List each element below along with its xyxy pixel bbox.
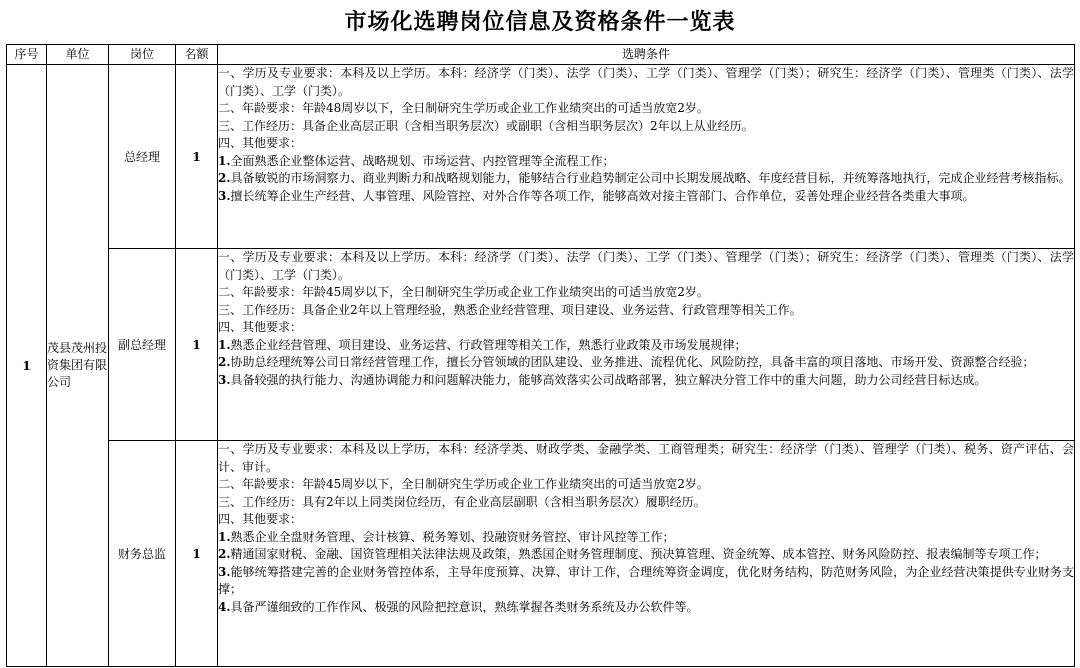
condition-text: 四、其他要求： bbox=[218, 136, 303, 150]
conditions-cell bbox=[218, 441, 1075, 667]
condition-number: 3. bbox=[218, 372, 231, 387]
condition-text: 具备严谨细致的工作作风、极强的风险把控意识，熟练掌握各类财务系统及办公软件等。 bbox=[230, 599, 699, 614]
condition-text: 精通国家财税、金融、国资管理相关法律法规及政策，熟悉国企财务管理制度、预决算管理、资金统筹、成本管控、财务风险防控、报表编制等专项工作； bbox=[230, 547, 1047, 561]
condition-line bbox=[218, 511, 1074, 529]
unit-cell: 茂县茂州投资集团有限公司 bbox=[47, 65, 109, 667]
condition-line bbox=[218, 372, 1074, 390]
condition-number: 2. bbox=[218, 171, 231, 185]
quota-cell: 1 bbox=[176, 65, 218, 249]
condition-text: 熟悉企业经营管理、项目建设、业务运营、行政管理等相关工作，熟悉行业政策及市场发展规律； bbox=[230, 337, 747, 352]
condition-line bbox=[218, 476, 1074, 494]
condition-line bbox=[218, 529, 1074, 547]
condition-text: 一、学历及专业要求：本科及以上学历。本科：经济学（门类）、法学（门类）、工学（门类）、管理学（门类）；研究生：经济学（门类）、管理类（门类）、法学（门类）、工学（门类）。 bbox=[218, 66, 1074, 98]
condition-number: 2. bbox=[218, 355, 231, 369]
condition-text: 三、工作经历：具备企业2年以上管理经验，熟悉企业经营管理、项目建设、业务运营、行政管理等相关工作。 bbox=[218, 302, 802, 317]
condition-text: 熟悉企业全盘财务管理、会计核算、税务筹划、投融资财务管控、审计风控等工作； bbox=[230, 529, 675, 544]
seq-cell: 1 bbox=[7, 65, 47, 667]
condition-text: 一、学历及专业要求：本科及以上学历。本科：经济学（门类）、法学（门类）、工学（门类）、管理学（门类）；研究生：经济学（门类）、管理类（门类）、法学（门类）、工学（门类）。 bbox=[218, 250, 1074, 282]
header-unit: 单位 bbox=[47, 45, 109, 65]
condition-text: 二、年龄要求：年龄45周岁以下，全日制研究生学历或企业工作业绩突出的可适当放宽2岁。 bbox=[218, 285, 709, 299]
condition-text: 具备较强的执行能力、沟通协调能力和问题解决能力，能够高效落实公司战略部署，独立解决分管工作中的重大问题，助力公司经营目标达成。 bbox=[230, 372, 987, 387]
condition-text: 三、工作经历：具有2年以上同类岗位经历，有企业高层副职（含相当职务层次）履职经历。 bbox=[218, 494, 706, 509]
condition-line bbox=[218, 284, 1074, 302]
condition-line bbox=[218, 170, 1074, 188]
quota-cell: 1 bbox=[176, 249, 218, 441]
condition-number: 1. bbox=[218, 337, 231, 352]
header-row bbox=[7, 45, 1075, 65]
condition-number: 3. bbox=[218, 564, 231, 579]
position-cell: 财务总监 bbox=[109, 441, 176, 667]
condition-line bbox=[218, 249, 1074, 284]
condition-line bbox=[218, 65, 1074, 100]
recruitment-table bbox=[6, 44, 1075, 667]
condition-text: 三、工作经历：具备企业高层正职（含相当职务层次）或副职（含相当职务层次）2年以上从业经历。 bbox=[218, 118, 754, 133]
conditions-cell bbox=[218, 65, 1075, 249]
page-title: 市场化选聘岗位信息及资格条件一览表 bbox=[344, 9, 736, 35]
header-seq: 序号 bbox=[7, 45, 47, 65]
condition-line bbox=[218, 599, 1074, 617]
position-cell: 副总经理 bbox=[109, 249, 176, 441]
condition-text: 四、其他要求： bbox=[218, 320, 303, 334]
condition-text: 能够统筹搭建完善的企业财务管控体系，主导年度预算、决算、审计工作，合理统筹资金调度，优化财务结构，防范财务风险，为企业经营决策提供专业财务支撑； bbox=[218, 564, 1074, 596]
condition-text: 具备敏锐的市场洞察力、商业判断力和战略规划能力，能够结合行业趋势制定公司中长期发展战略、年度经营目标，并统筹落地执行，完成企业经营考核指标。 bbox=[230, 171, 1071, 185]
condition-text: 二、年龄要求：年龄45周岁以下，全日制研究生学历或企业工作业绩突出的可适当放宽2岁。 bbox=[218, 477, 709, 491]
condition-number: 1. bbox=[218, 153, 231, 168]
table-row bbox=[7, 441, 1075, 667]
conditions-cell bbox=[218, 249, 1075, 441]
condition-text: 四、其他要求： bbox=[218, 512, 303, 526]
position-cell: 总经理 bbox=[109, 65, 176, 249]
condition-line bbox=[218, 337, 1074, 355]
condition-text: 一、学历及专业要求：本科及以上学历，本科：经济学类、财政学类、金融学类、工商管理类；研究生：经济学（门类）、管理学（门类）、税务、资产评估、会计、审计。 bbox=[218, 442, 1074, 474]
condition-number: 1. bbox=[218, 529, 231, 544]
table-row bbox=[7, 249, 1075, 441]
condition-text: 全面熟悉企业整体运营、战略规划、市场运营、内控管理等全流程工作； bbox=[230, 153, 615, 168]
condition-line bbox=[218, 564, 1074, 599]
condition-line bbox=[218, 546, 1074, 564]
condition-number: 3. bbox=[218, 188, 231, 203]
condition-text: 擅长统筹企业生产经营、人事管理、风险管控、对外合作等各项工作，能够高效对接主管部门、合作单位，妥善处理企业经营各类重大事项。 bbox=[230, 188, 975, 203]
condition-line bbox=[218, 354, 1074, 372]
condition-text: 二、年龄要求：年龄48周岁以下，全日制研究生学历或企业工作业绩突出的可适当放宽2岁。 bbox=[218, 101, 709, 115]
condition-line bbox=[218, 188, 1074, 206]
condition-line bbox=[218, 494, 1074, 512]
condition-line bbox=[218, 118, 1074, 136]
condition-line bbox=[218, 441, 1074, 476]
condition-line bbox=[218, 302, 1074, 320]
header-position: 岗位 bbox=[109, 45, 176, 65]
header-conditions: 选聘条件 bbox=[218, 45, 1075, 65]
condition-number: 4. bbox=[218, 599, 231, 614]
condition-line bbox=[218, 153, 1074, 171]
condition-text: 协助总经理统筹公司日常经营管理工作，擅长分管领域的团队建设、业务推进、流程优化、风险防控，具备丰富的项目落地、市场开发、资源整合经验； bbox=[230, 355, 1035, 369]
condition-number: 2. bbox=[218, 547, 231, 561]
condition-line bbox=[218, 319, 1074, 337]
header-quota: 名额 bbox=[176, 45, 218, 65]
quota-cell: 1 bbox=[176, 441, 218, 667]
table-row bbox=[7, 65, 1075, 249]
condition-line bbox=[218, 100, 1074, 118]
condition-line bbox=[218, 135, 1074, 153]
